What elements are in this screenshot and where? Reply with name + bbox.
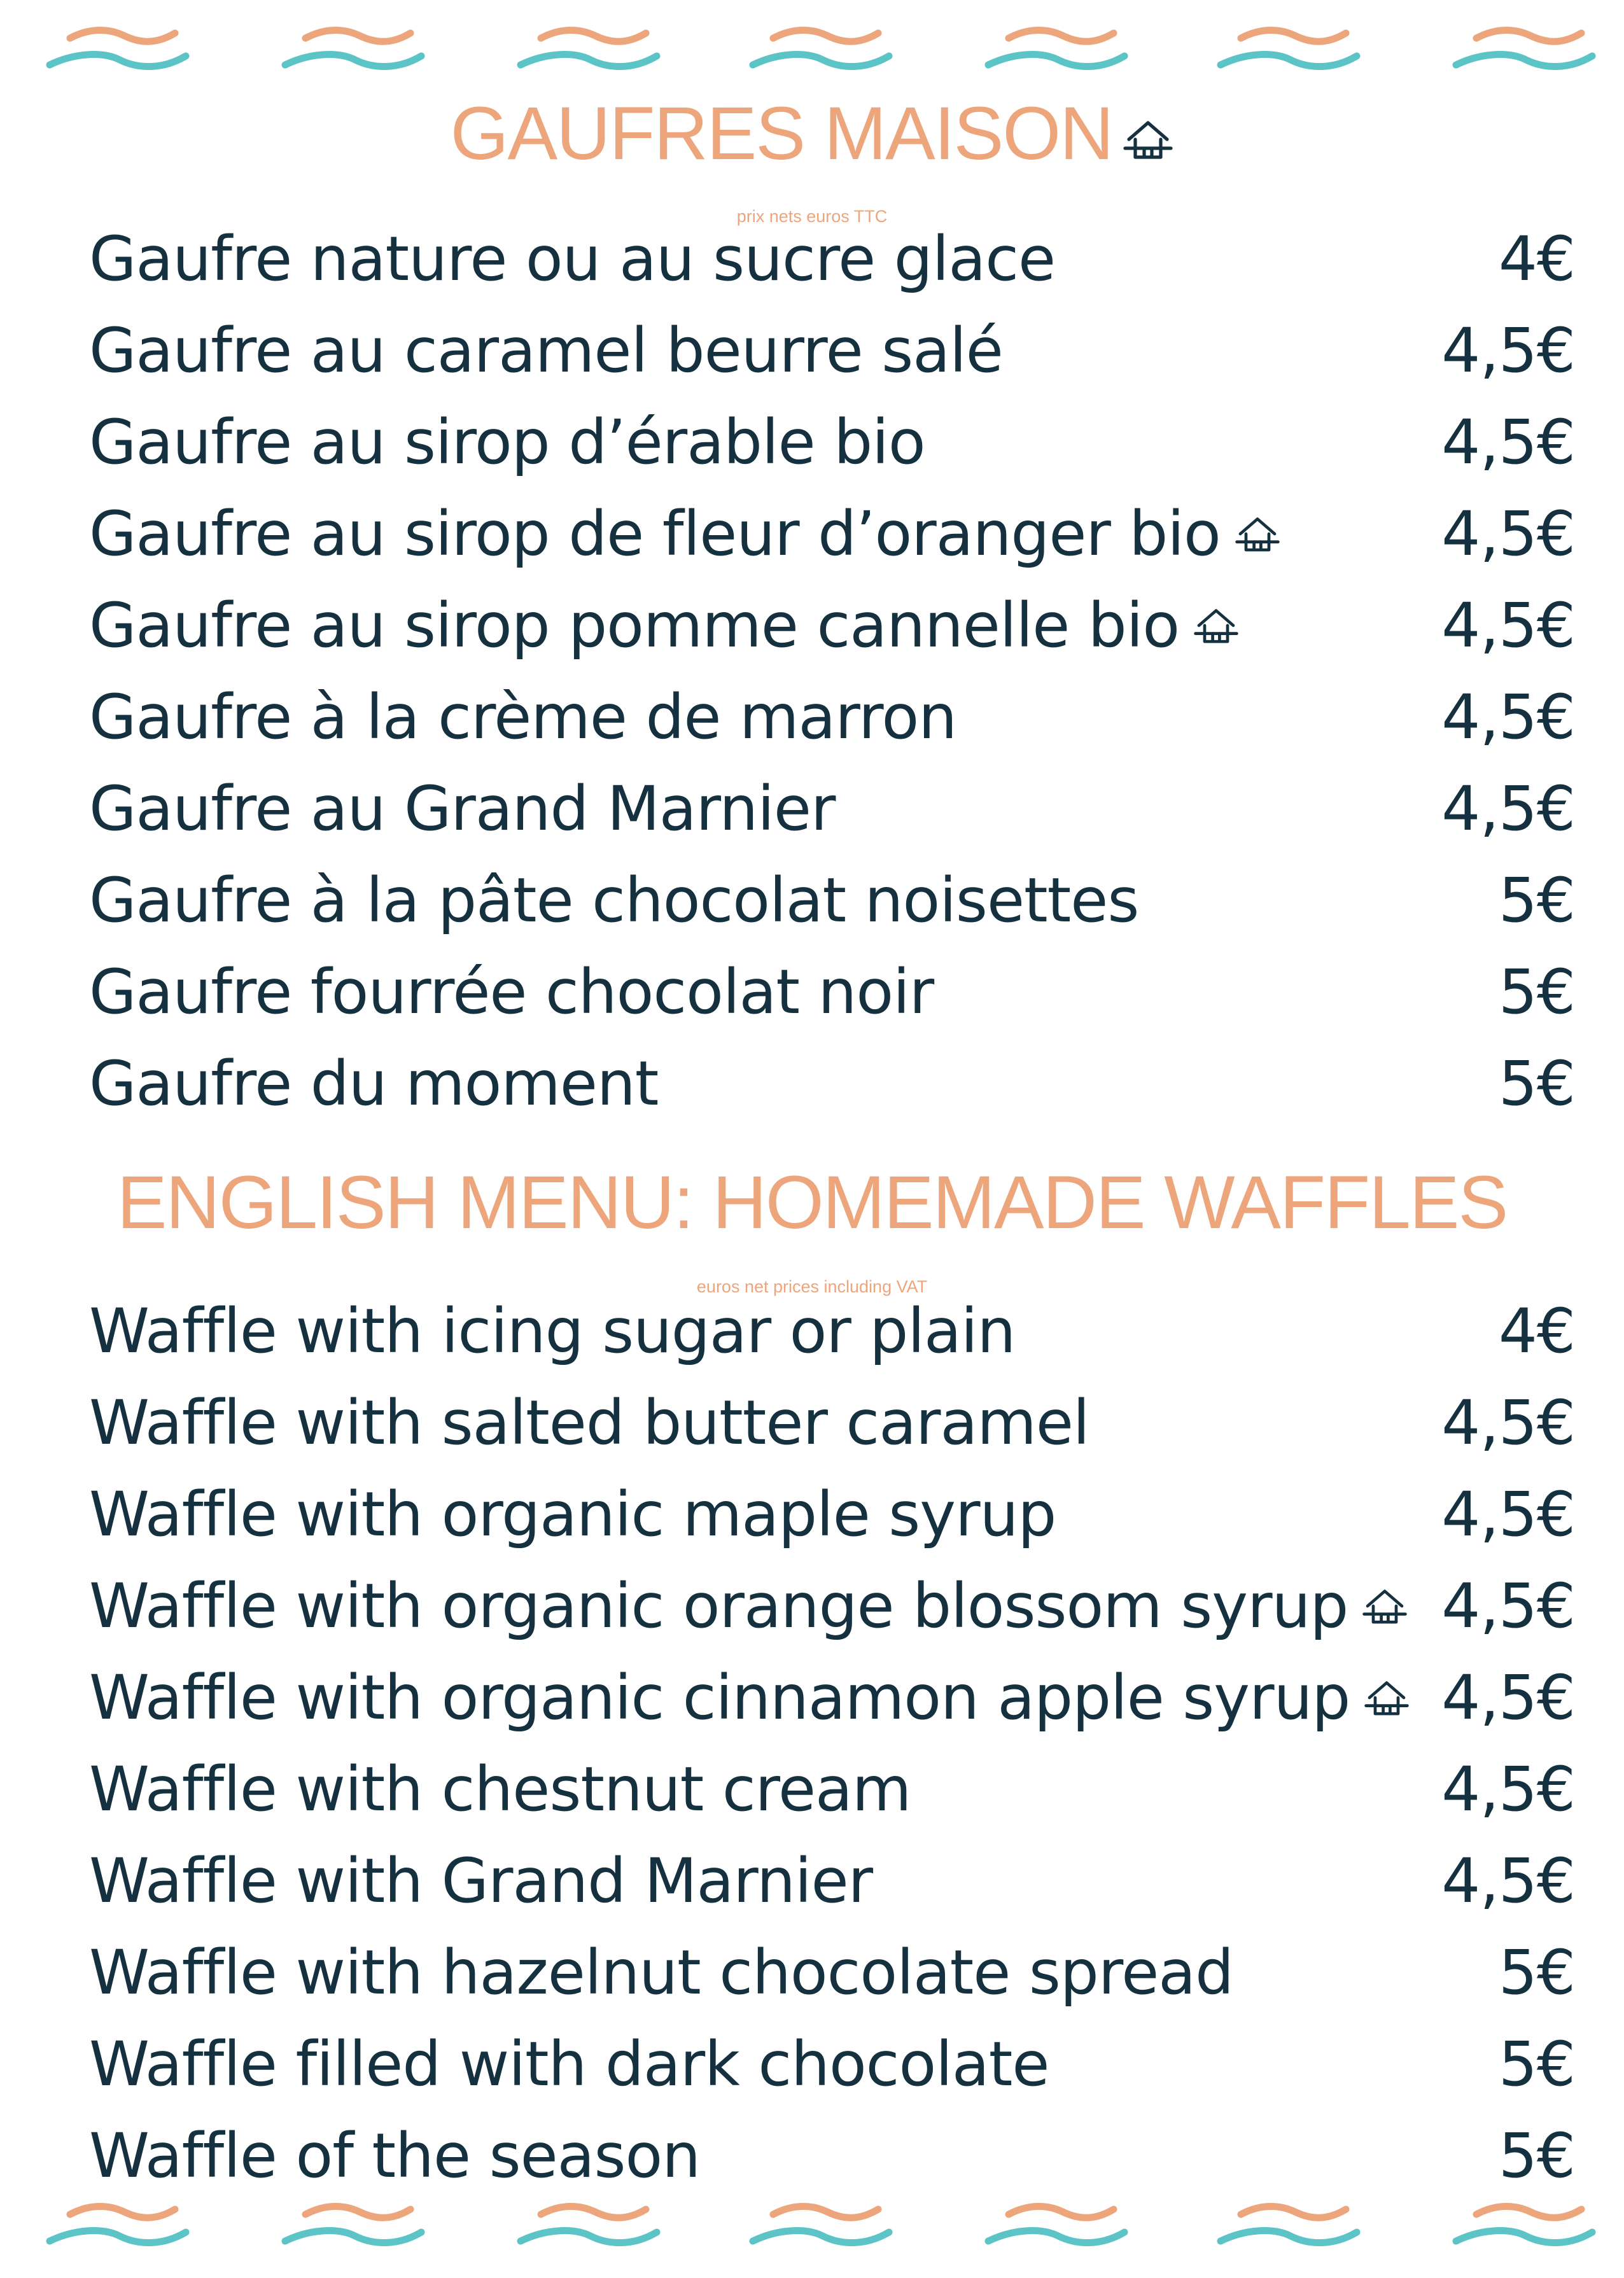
menu-item-label: Waffle with chestnut cream — [89, 1754, 911, 1825]
menu-item — [89, 396, 1575, 488]
menu-item — [89, 1038, 1575, 1129]
menu-item-label: Waffle of the season — [89, 2120, 701, 2191]
menu-item-name — [89, 1048, 658, 1119]
menu-item-price: 5€ — [1498, 865, 1575, 936]
menu-item-price: 4,5€ — [1441, 1387, 1575, 1458]
wave-icon — [280, 19, 426, 95]
wave-icon — [515, 19, 662, 95]
menu-item-name — [89, 1387, 1089, 1458]
menu-item-price: 4,5€ — [1441, 1570, 1575, 1642]
menu-item-price: 4,5€ — [1441, 407, 1575, 478]
menu-item-name — [89, 1845, 872, 1917]
menu-item-name — [89, 1570, 1408, 1642]
french-subtitle: prix nets euros TTC — [736, 207, 888, 226]
menu-item-name — [89, 956, 934, 1028]
menu-item-price: 4,5€ — [1441, 1662, 1575, 1733]
english-subtitle: euros net prices including VAT — [696, 1277, 928, 1296]
menu-item-name — [89, 407, 925, 478]
menu-item-price: 4,5€ — [1441, 1479, 1575, 1550]
menu-item-price: 4€ — [1498, 223, 1575, 295]
french-section-heading — [0, 89, 1624, 226]
menu-item — [89, 2110, 1575, 2202]
menu-item-name — [89, 2029, 1049, 2100]
menu-item-label: Waffle with salted butter caramel — [89, 1387, 1089, 1458]
menu-item-name — [89, 315, 1003, 386]
menu-item-label: Waffle with hazelnut chocolate spread — [89, 1937, 1234, 2008]
menu-item-label: Waffle with organic maple syrup — [89, 1479, 1056, 1550]
menu-item — [89, 305, 1575, 396]
menu-item-price: 5€ — [1498, 956, 1575, 1028]
menu-item — [89, 1743, 1575, 1835]
wave-icon — [1215, 19, 1362, 95]
english-menu-list — [89, 1285, 1575, 2202]
menu-item — [89, 580, 1575, 671]
menu-item-label: Waffle with Grand Marnier — [89, 1845, 873, 1917]
french-menu-list — [89, 213, 1575, 1129]
wave-icon — [45, 19, 191, 95]
menu-item-price: 4,5€ — [1441, 498, 1575, 570]
menu-item-price: 4,5€ — [1441, 315, 1575, 386]
menu-item-price: 5€ — [1498, 1048, 1575, 1119]
menu-item — [89, 1285, 1575, 1377]
house-icon — [1123, 114, 1173, 165]
menu-item-label: Gaufre au sirop pomme cannelle bio — [89, 590, 1180, 661]
wave-icon — [983, 19, 1130, 95]
wave-icon — [1215, 2195, 1362, 2272]
wave-icon — [1451, 19, 1597, 95]
menu-item-price: 4,5€ — [1441, 1845, 1575, 1917]
menu-item — [89, 1835, 1575, 1927]
menu-item-price: 4,5€ — [1441, 681, 1575, 753]
menu-item-label: Gaufre nature ou au sucre glace — [89, 223, 1056, 295]
english-title: ENGLISH MENU: HOMEMADE WAFFLES — [116, 1161, 1508, 1245]
wave-icon — [983, 2195, 1130, 2272]
menu-item — [89, 671, 1575, 763]
menu-item-label: Waffle with organic cinnamon apple syrup — [89, 1662, 1350, 1733]
menu-item-label: Gaufre au caramel beurre salé — [89, 315, 1003, 386]
menu-item — [89, 213, 1575, 305]
menu-item-name — [89, 1937, 1233, 2008]
menu-item-label: Gaufre au sirop d’érable bio — [89, 407, 925, 478]
menu-item — [89, 855, 1575, 946]
menu-item-name — [89, 223, 1055, 295]
menu-item-name — [89, 1296, 1015, 1367]
menu-item-name — [89, 1479, 1056, 1550]
menu-item-label: Gaufre à la pâte chocolat noisettes — [89, 865, 1139, 936]
menu-item-label: Gaufre fourrée chocolat noir — [89, 956, 934, 1028]
menu-item-label: Gaufre au Grand Marnier — [89, 773, 836, 844]
menu-item — [89, 2018, 1575, 2110]
house-icon — [1364, 1675, 1410, 1721]
menu-item-price: 4€ — [1498, 1296, 1575, 1367]
menu-item — [89, 1927, 1575, 2018]
menu-item — [89, 763, 1575, 855]
menu-item-name — [89, 1754, 911, 1825]
menu-item-name — [89, 865, 1138, 936]
house-icon — [1193, 603, 1239, 648]
bottom-wave-border — [0, 2195, 1624, 2278]
wave-icon — [45, 2195, 191, 2272]
menu-item-name — [89, 2120, 700, 2191]
menu-item-name — [89, 773, 835, 844]
menu-item — [89, 1469, 1575, 1560]
menu-item — [89, 1652, 1575, 1743]
house-icon — [1362, 1583, 1408, 1629]
english-section-heading — [0, 1158, 1624, 1296]
menu-item-price: 5€ — [1498, 2029, 1575, 2100]
menu-item-price: 4,5€ — [1441, 590, 1575, 661]
menu-item-label: Gaufre du moment — [89, 1048, 659, 1119]
menu-item-label: Gaufre à la crème de marron — [89, 681, 957, 753]
menu-item-price: 4,5€ — [1441, 773, 1575, 844]
wave-icon — [748, 19, 894, 95]
wave-icon — [280, 2195, 426, 2272]
wave-icon — [1451, 2195, 1597, 2272]
menu-item-price: 5€ — [1498, 1937, 1575, 2008]
menu-item-label: Waffle with organic orange blossom syrup — [89, 1570, 1348, 1642]
wave-icon — [748, 2195, 894, 2272]
menu-item — [89, 946, 1575, 1038]
menu-item-price: 4,5€ — [1441, 1754, 1575, 1825]
wave-icon — [515, 2195, 662, 2272]
french-title: GAUFRES MAISON — [450, 92, 1113, 176]
menu-item — [89, 488, 1575, 580]
menu-item-name — [89, 498, 1280, 570]
menu-item-price: 5€ — [1498, 2120, 1575, 2191]
menu-item-label: Waffle filled with dark chocolate — [89, 2029, 1049, 2100]
menu-item-label: Waffle with icing sugar or plain — [89, 1296, 1016, 1367]
menu-item-label: Gaufre au sirop de fleur d’oranger bio — [89, 498, 1221, 570]
menu-item-name — [89, 681, 956, 753]
menu-item — [89, 1377, 1575, 1469]
menu-item-name — [89, 590, 1239, 661]
house-icon — [1235, 511, 1280, 557]
menu-item — [89, 1560, 1575, 1652]
menu-item-name — [89, 1662, 1410, 1733]
